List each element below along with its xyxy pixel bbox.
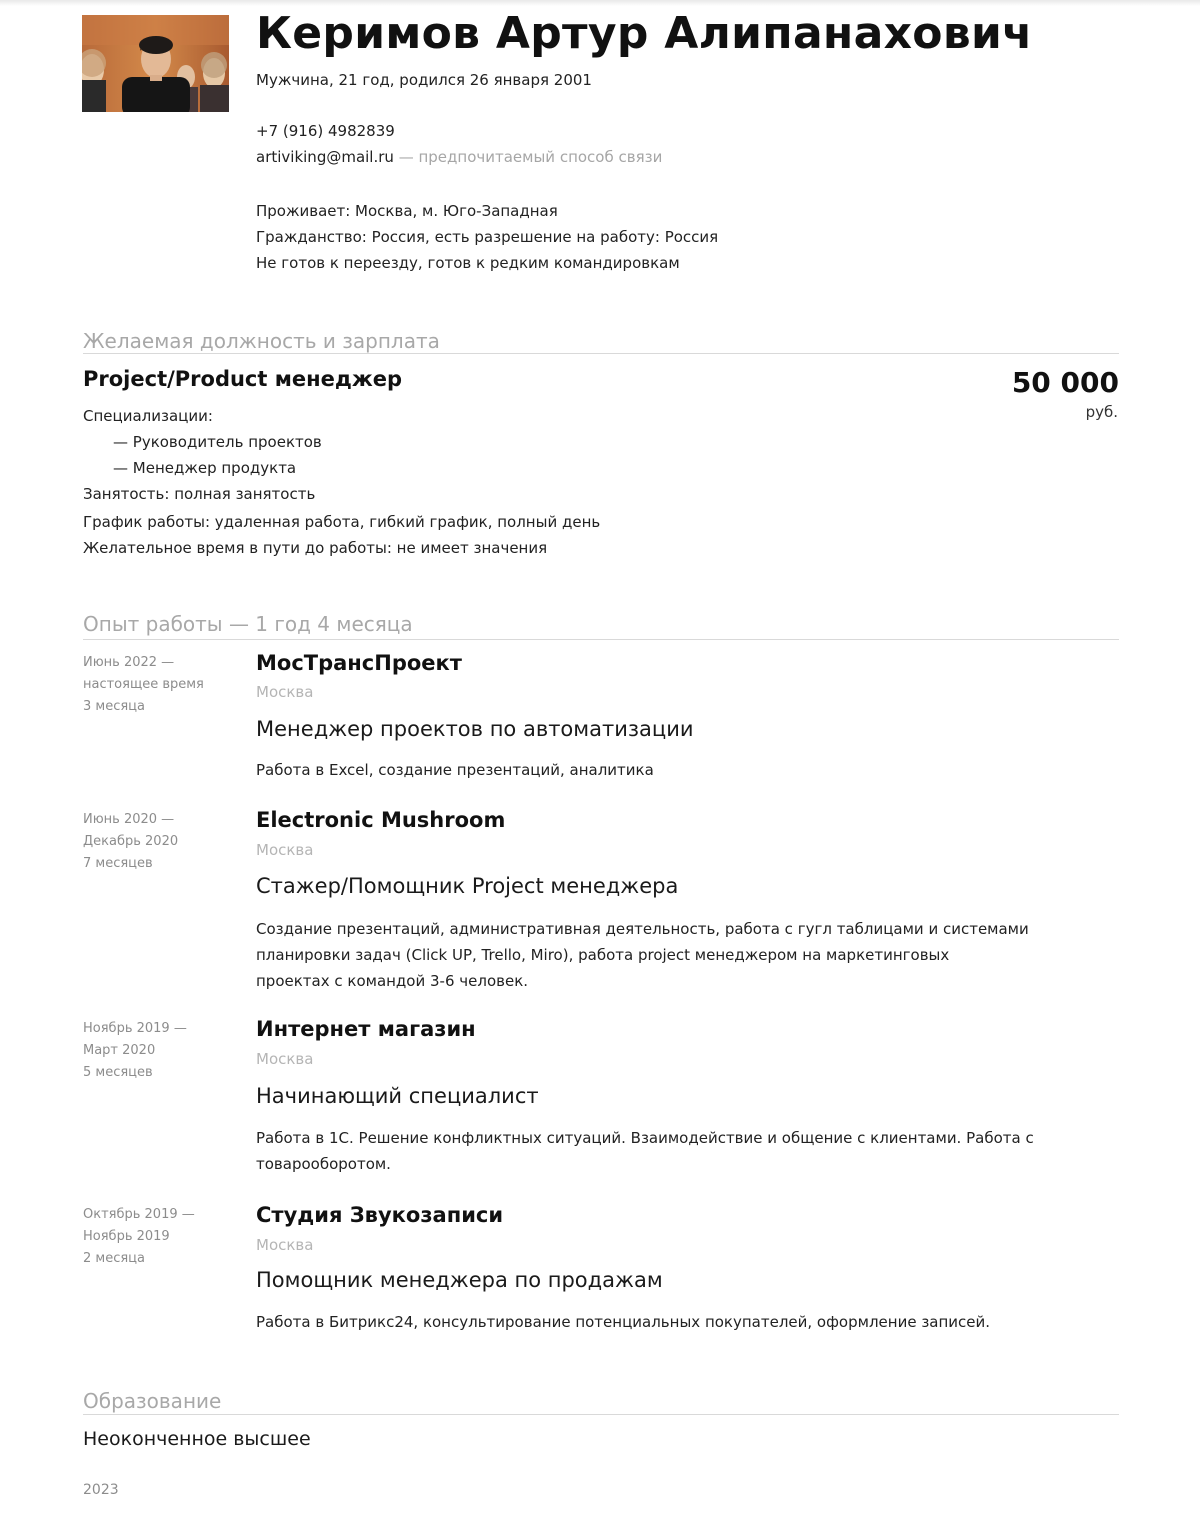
job-description-line: Работа в Битрикс24, консультирование потенциальных покупателей, оформление записей. [256,1313,991,1331]
citizenship: Гражданство: Россия, есть разрешение на работу: Россия [256,228,719,246]
job-period-start: Ноябрь 2019 — [83,1021,187,1036]
job-city: Москва [256,841,314,859]
job-period-end: настоящее время [83,677,204,692]
specialization-item: — Руководитель проектов [113,433,322,451]
job-period [83,1204,195,1270]
email-preferred-note: — предпочитаемый способ связи [393,148,663,166]
avatar-photo [82,15,229,112]
job-period-end: Декабрь 2020 [83,834,179,849]
candidate-name: Керимов Артур Алипанахович [256,8,1033,59]
job-description [256,757,654,783]
phone-number[interactable]: +7 (916) 4982839 [256,122,395,140]
personal-info: Мужчина, 21 год, родился 26 января 2001 [256,71,592,89]
avatar [82,15,229,112]
job-period-end: Ноябрь 2019 [83,1229,170,1244]
section-title-education: Образование [83,1389,222,1413]
job-period-start: Июнь 2020 — [83,812,175,827]
job-duration: 5 месяцев [83,1065,153,1080]
email-link[interactable]: artiviking@mail.ru [256,148,394,166]
job-description-line: Создание презентаций, административная деятельность, работа с гугл таблицами и системами [256,920,1029,938]
job-city: Москва [256,1050,314,1068]
job-period [83,1018,187,1084]
job-duration: 7 месяцев [83,856,153,871]
top-shadow [0,0,1200,6]
employment-type: Занятость: полная занятость [83,485,316,503]
job-period [83,809,178,875]
section-divider [83,1414,1119,1415]
job-role: Помощник менеджера по продажам [256,1268,663,1292]
job-description-line: товарооборотом. [256,1155,391,1173]
section-title-experience: Опыт работы — 1 год 4 месяца [83,612,413,636]
job-description-line: планировки задач (Click UP, Trello, Miro), работа project менеджером на маркетинговых [256,946,950,964]
section-divider [83,353,1119,354]
job-duration: 2 месяца [83,1251,145,1266]
job-description-line: Работа в Excel, создание презентаций, аналитика [256,761,654,779]
desired-position-title: Project/Product менеджер [83,367,403,391]
job-description-line: Работа в 1С. Решение конфликтных ситуаций. Взаимодействие и общение с клиентами. Работа с [256,1129,1034,1147]
job-duration: 3 месяца [83,699,145,714]
section-divider [83,639,1119,640]
job-description [256,1125,1034,1177]
job-company: Студия Звукозаписи [256,1203,504,1227]
salary-amount: 50 000 [1011,366,1119,399]
job-description [256,1309,990,1335]
salary-currency: руб. [1085,403,1118,421]
job-role: Стажер/Помощник Project менеджера [256,874,679,898]
email-line [256,147,662,167]
education-level: Неоконченное высшее [83,1428,311,1450]
job-city: Москва [256,683,314,701]
specialization-item: — Менеджер продукта [113,459,297,477]
work-schedule: График работы: удаленная работа, гибкий график, полный день [83,513,601,531]
commute-time: Желательное время в пути до работы: не имеет значения [83,539,548,557]
job-company: МосТрансПроект [256,651,462,675]
section-title-position: Желаемая должность и зарплата [83,329,440,353]
job-role: Начинающий специалист [256,1084,539,1108]
relocation: Не готов к переезду, готов к редким командировкам [256,254,680,272]
specializations-label: Специализации: [83,407,213,425]
job-period-end: Март 2020 [83,1043,156,1058]
residence: Проживает: Москва, м. Юго-Западная [256,202,558,220]
education-year: 2023 [83,1482,119,1498]
job-period-start: Октябрь 2019 — [83,1207,195,1222]
job-role: Менеджер проектов по автоматизации [256,717,694,741]
job-city: Москва [256,1236,314,1254]
job-period-start: Июнь 2022 — [83,655,175,670]
job-description [256,916,1029,994]
job-period [83,652,204,718]
job-description-line: проектах с командой 3-6 человек. [256,972,529,990]
job-company: Интернет магазин [256,1017,476,1041]
job-company: Electronic Mushroom [256,808,506,832]
